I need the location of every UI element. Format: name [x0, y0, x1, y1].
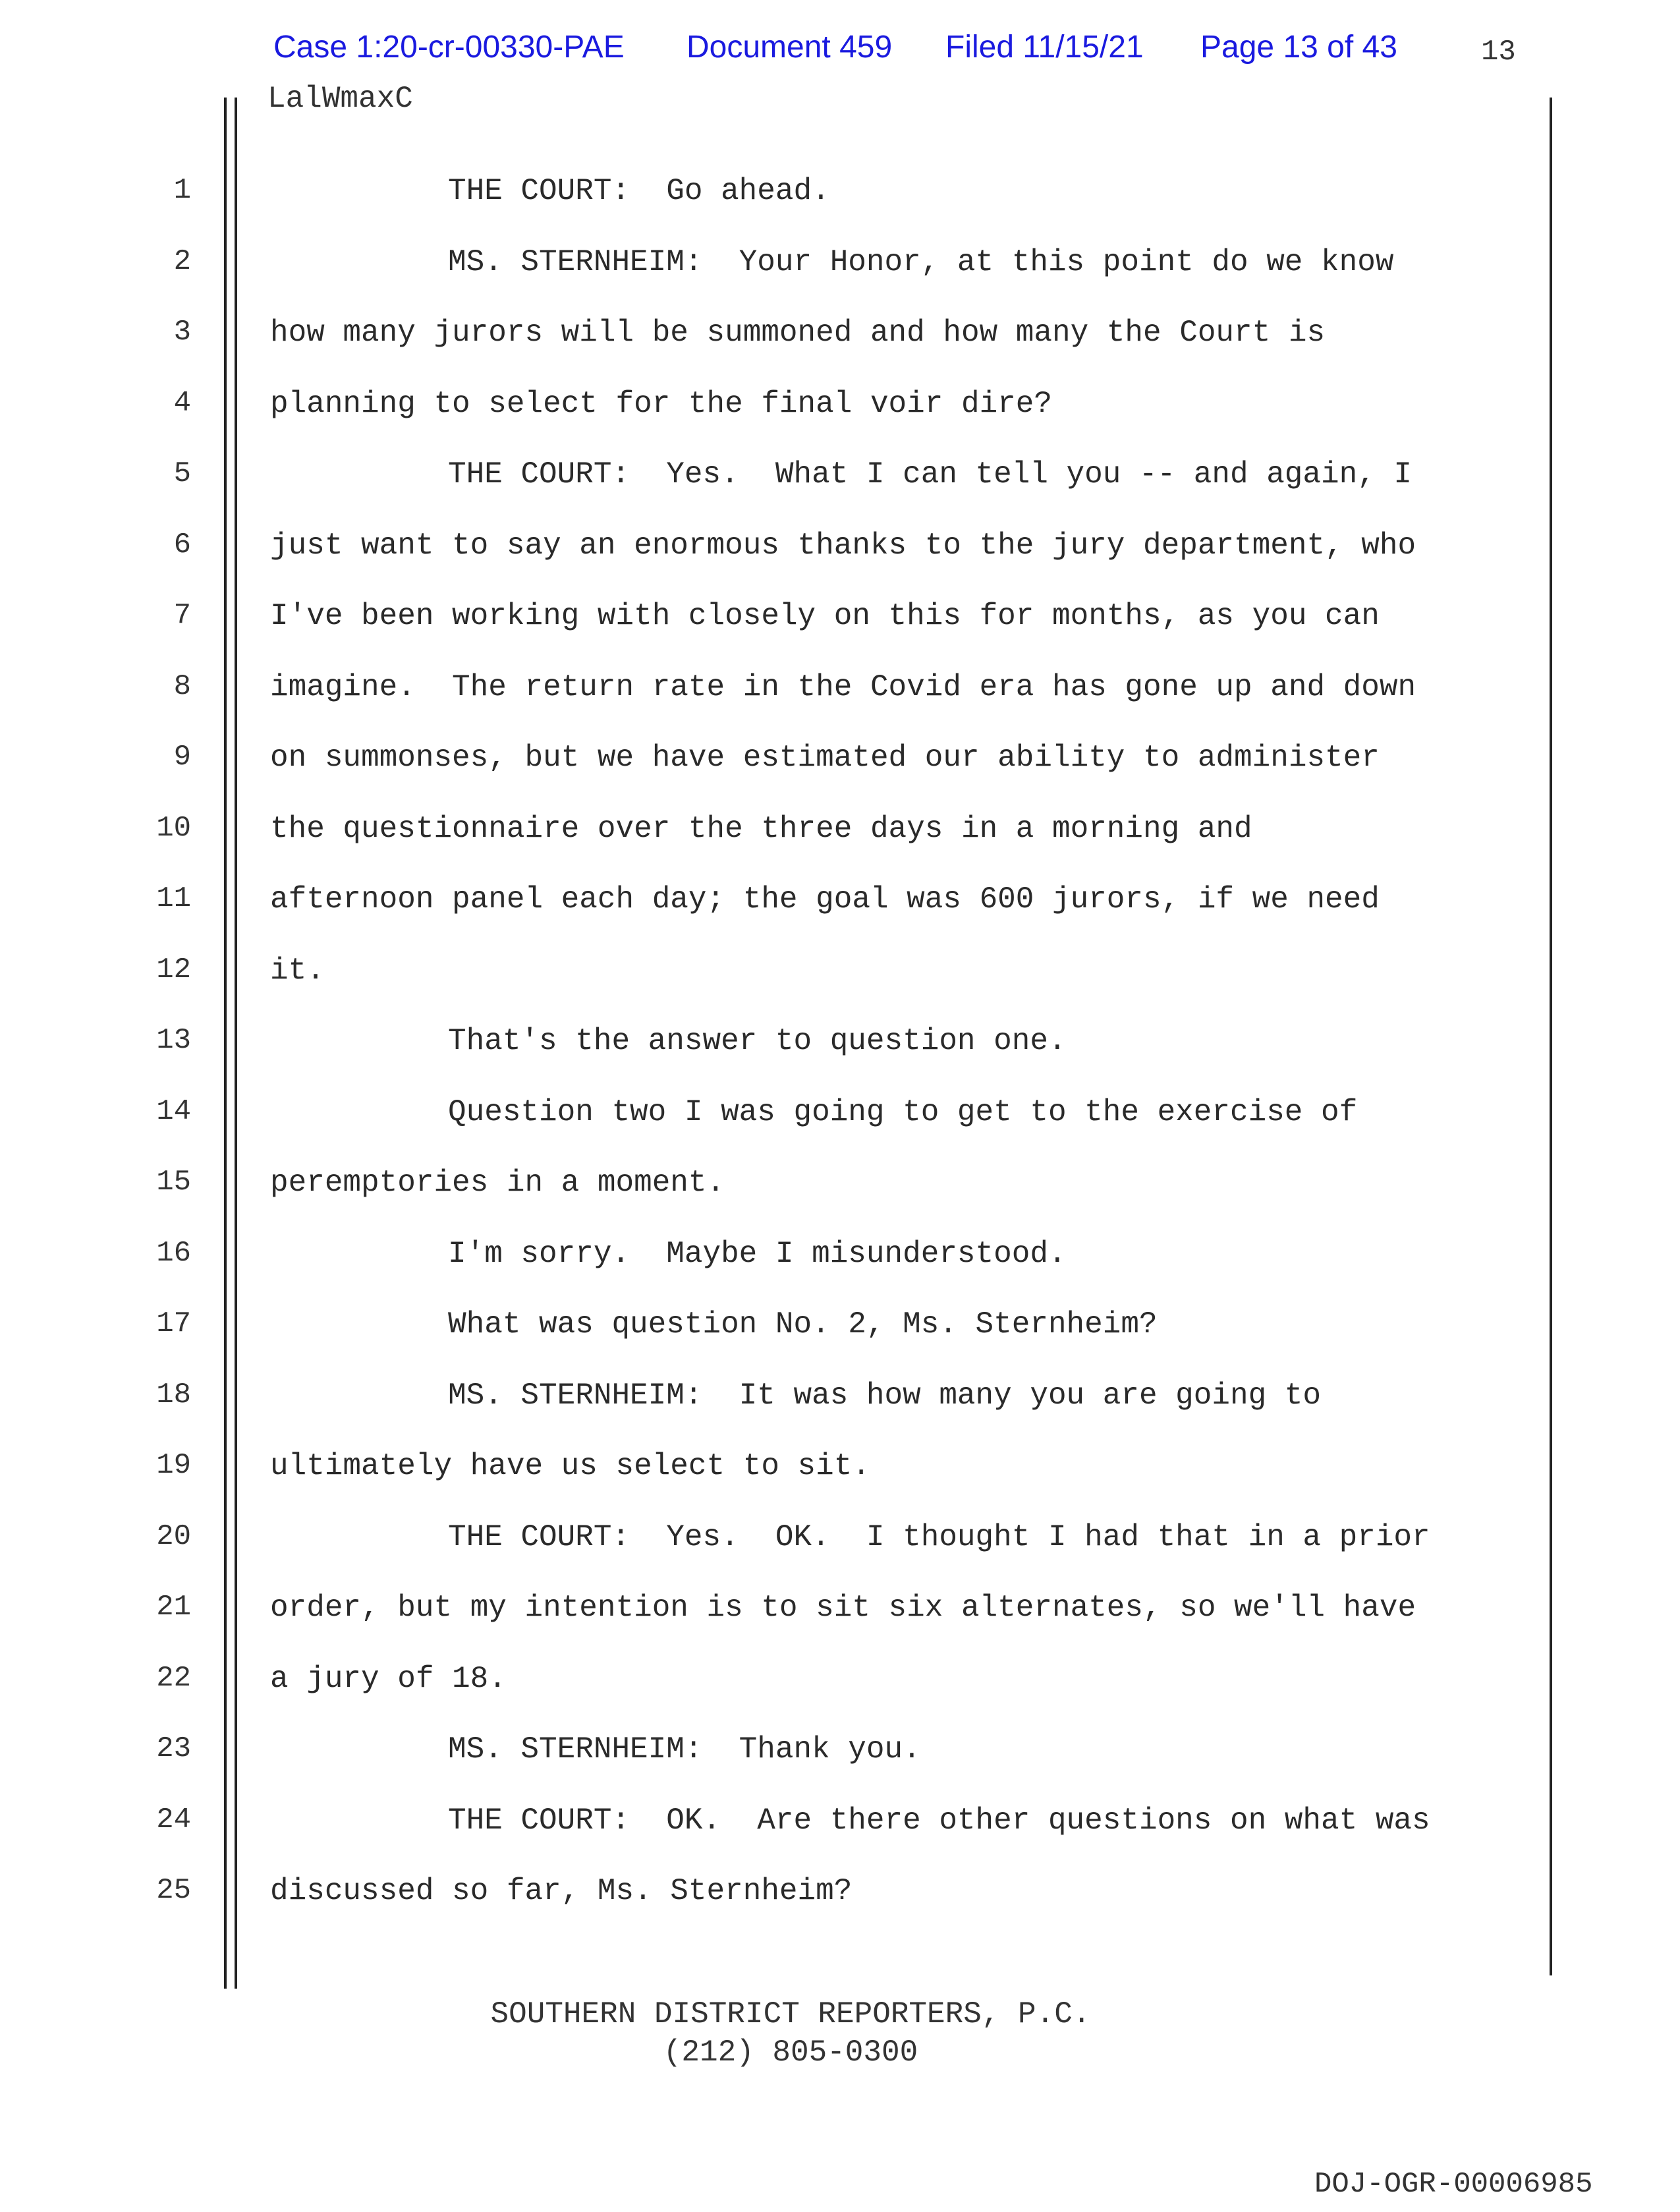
line-number: 13 [156, 1024, 191, 1057]
transcript-line [0, 316, 1680, 387]
line-number: 11 [156, 882, 191, 915]
line-number: 23 [156, 1732, 191, 1765]
page-indicator: Page 13 of 43 [1200, 30, 1397, 65]
case-number: Case 1:20-cr-00330-PAE [273, 30, 625, 65]
line-text: THE COURT: Go ahead. [448, 174, 830, 208]
transcript-line [0, 1307, 1680, 1378]
line-text: discussed so far, Ms. Sternheim? [270, 1874, 853, 1908]
line-text: the questionnaire over the three days in a morning and [270, 811, 1252, 846]
line-number: 1 [173, 174, 191, 207]
reporter-phone: (212) 805-0300 [663, 2035, 918, 2070]
transcript-line [0, 1732, 1680, 1803]
line-text: THE COURT: Yes. What I can tell you -- and again, I [448, 457, 1413, 492]
transcript-line [0, 953, 1680, 1025]
line-number: 25 [156, 1874, 191, 1907]
transcript-line [0, 1095, 1680, 1166]
line-number: 6 [173, 528, 191, 561]
bates-number: DOJ-OGR-00006985 [1314, 2168, 1593, 2201]
filing-header [0, 29, 1680, 75]
transcript-line [0, 599, 1680, 670]
transcript-line [0, 1237, 1680, 1308]
line-number: 8 [173, 669, 191, 703]
line-number: 22 [156, 1661, 191, 1695]
transcript-line [0, 1803, 1680, 1875]
line-number: 18 [156, 1378, 191, 1411]
line-text: MS. STERNHEIM: It was how many you are going to [448, 1378, 1322, 1413]
line-text: imagine. The return rate in the Covid era has gone up and down [270, 669, 1416, 704]
transcript-line [0, 1024, 1680, 1095]
line-text: What was question No. 2, Ms. Sternheim? [448, 1307, 1158, 1342]
line-number: 9 [173, 741, 191, 774]
transcript-line [0, 741, 1680, 812]
transcript-line [0, 1449, 1680, 1520]
line-text: order, but my intention is to sit six alternates, so we'll have [270, 1591, 1416, 1625]
line-text: ultimately have us select to sit. [270, 1449, 870, 1483]
line-text: it. [270, 953, 325, 988]
transcript-line [0, 1520, 1680, 1591]
line-number: 16 [156, 1236, 191, 1270]
line-text: MS. STERNHEIM: Thank you. [448, 1732, 921, 1767]
line-number: 21 [156, 1591, 191, 1624]
line-number: 20 [156, 1519, 191, 1553]
line-number: 14 [156, 1094, 191, 1128]
transcript-line [0, 1591, 1680, 1662]
line-number: 10 [156, 811, 191, 845]
line-text: That's the answer to question one. [448, 1024, 1067, 1058]
line-text: a jury of 18. [270, 1661, 507, 1696]
transcript-line [0, 387, 1680, 458]
transcript-line [0, 457, 1680, 528]
line-text: on summonses, but we have estimated our ability to administer [270, 741, 1380, 775]
reporter-footer [0, 1995, 1581, 2072]
transcript-code: LalWmaxC [267, 82, 413, 116]
line-number: 7 [173, 599, 191, 632]
transcript-line [0, 1874, 1680, 1945]
line-text: I'm sorry. Maybe I misunderstood. [448, 1236, 1067, 1271]
line-text: THE COURT: OK. Are there other questions on what was [448, 1803, 1430, 1838]
line-text: afternoon panel each day; the goal was 600 jurors, if we need [270, 882, 1380, 917]
line-text: planning to select for the final voir dire? [270, 386, 1052, 421]
line-number: 12 [156, 953, 191, 986]
line-text: just want to say an enormous thanks to the jury department, who [270, 528, 1416, 563]
transcript-line [0, 812, 1680, 883]
line-text: Question two I was going to get to the exercise of [448, 1094, 1358, 1129]
transcript-line [0, 528, 1680, 600]
line-number: 2 [173, 244, 191, 278]
line-text: I've been working with closely on this for months, as you can [270, 599, 1380, 633]
transcript-line [0, 1166, 1680, 1237]
line-number: 4 [173, 386, 191, 420]
transcript-line [0, 1662, 1680, 1733]
transcript-line [0, 670, 1680, 741]
transcript-line [0, 1378, 1680, 1450]
line-text: MS. STERNHEIM: Your Honor, at this point do we know [448, 244, 1394, 279]
line-number: 5 [173, 457, 191, 490]
transcript-line [0, 882, 1680, 953]
page-number: 13 [1481, 36, 1516, 69]
line-number: 15 [156, 1166, 191, 1199]
transcript-line [0, 174, 1680, 245]
line-text: THE COURT: Yes. OK. I thought I had that in a prior [448, 1519, 1430, 1554]
line-text: peremptories in a moment. [270, 1166, 725, 1200]
document-number: Document 459 [686, 30, 893, 65]
filed-date: Filed 11/15/21 [945, 30, 1144, 65]
line-number: 17 [156, 1307, 191, 1340]
line-text: how many jurors will be summoned and how many the Court is [270, 316, 1326, 350]
line-number: 19 [156, 1449, 191, 1482]
transcript-line [0, 245, 1680, 316]
reporter-name: SOUTHERN DISTRICT REPORTERS, P.C. [490, 1997, 1091, 2031]
line-number: 3 [173, 316, 191, 349]
line-number: 24 [156, 1803, 191, 1836]
